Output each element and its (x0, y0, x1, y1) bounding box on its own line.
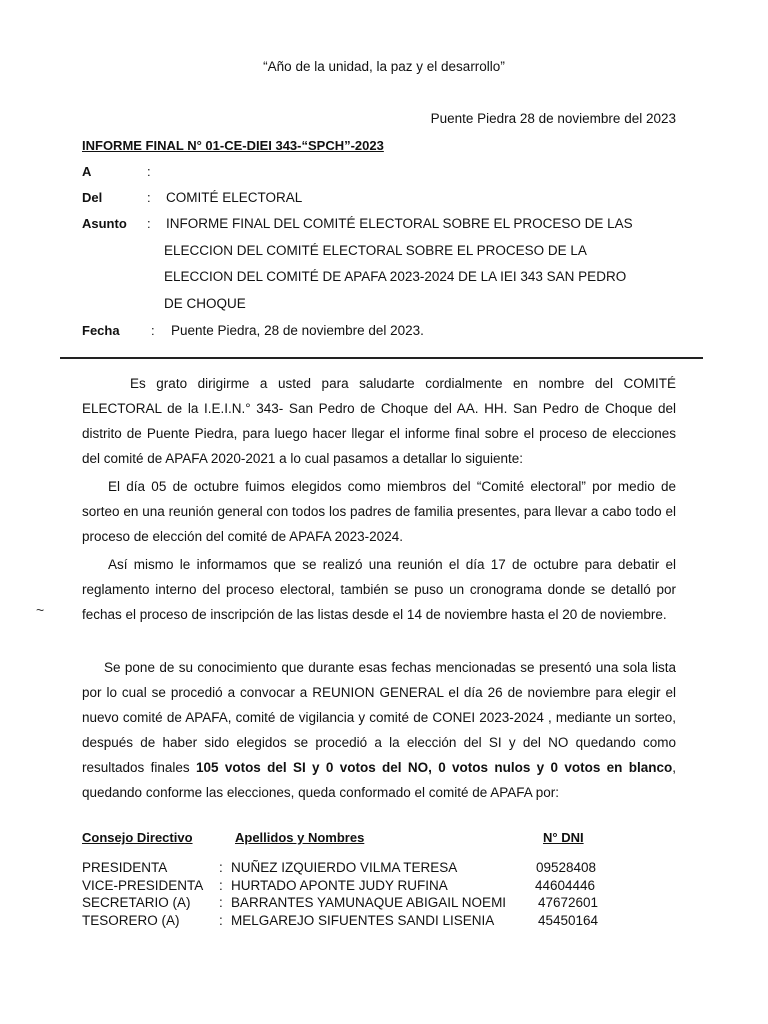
paragraph-4-text: Se pone de su conocimiento que durante esas fechas mencionadas se presentó una sola lista por lo cual se procedió a convocar a REUNION GENERAL el día 26 de noviembre para elegir el nuevo comité de APAFA, comité de vigilancia y comité de CONEI 2023-2024 , mediante un sorteo, después de haber sido elegidos se procedió a la elección del SI y del NO quedando como resultados finales (82, 660, 676, 775)
member-dni: 09528408 (536, 860, 597, 875)
subject-line-3: ELECCION DEL COMITÉ DE APAFA 2023-2024 DE LA IEI 343 SAN PEDRO (164, 269, 627, 284)
subject-line-2: ELECCION DEL COMITÉ ELECTORAL SOBRE EL PROCESO DE LA (164, 243, 587, 258)
to-colon: : (147, 164, 151, 179)
subject-label: Asunto (82, 216, 127, 231)
member-role: PRESIDENTA (82, 860, 168, 875)
date-label: Fecha (82, 323, 120, 338)
paragraph-3: Así mismo le informamos que se realizó una reunión el día 17 de octubre para debatir el reglamento interno del proceso electoral, también se puso un cronograma donde se detalló por fechas el proceso de inscripción de las listas desde el 14 de noviembre hasta el 20 de noviembre. (82, 557, 676, 622)
from-value: COMITÉ ELECTORAL (166, 190, 303, 205)
paragraph-2: El día 05 de octubre fuimos elegidos como miembros del “Comité electoral” por medio de sorteo en una reunión general con todos los padres de familia presentes, para llevar a cabo todo el proceso de elección del comité de APAFA 2023-2024. (82, 479, 676, 544)
motto: “Año de la unidad, la paz y el desarrollo” (263, 59, 505, 74)
subject-line-4: DE CHOQUE (164, 296, 246, 311)
margin-mark: ~ (36, 602, 45, 618)
table-row (82, 860, 682, 877)
from-label: Del (82, 190, 103, 205)
row-colon: : (219, 895, 223, 910)
member-dni: 45450164 (538, 913, 599, 928)
member-name: HURTADO APONTE JUDY RUFINA (231, 878, 448, 893)
member-name: MELGAREJO SIFUENTES SANDI LISENIA (231, 913, 495, 928)
member-role: SECRETARIO (A) (82, 895, 191, 910)
table-row (82, 895, 682, 912)
row-colon: : (219, 878, 223, 893)
report-title: INFORME FINAL N° 01-CE-DIEI 343-“SPCH”-2023 (82, 138, 384, 153)
member-dni: 47672601 (538, 895, 599, 910)
table-row (82, 878, 682, 895)
subject-colon: : (147, 216, 151, 231)
member-name: BARRANTES YAMUNAQUE ABIGAIL NOEMI (231, 895, 507, 910)
subject-line-1: INFORME FINAL DEL COMITÉ ELECTORAL SOBRE EL PROCESO DE LAS (166, 216, 633, 231)
to-label: A (82, 164, 92, 179)
col-header-name: Apellidos y Nombres (235, 830, 365, 845)
paragraph-4 (82, 655, 676, 805)
member-role: VICE-PRESIDENTA (82, 878, 204, 893)
member-dni: 44604446 (535, 878, 596, 893)
row-colon: : (219, 860, 223, 875)
vote-results: 105 votos del SI y 0 votos del NO, 0 votos nulos y 0 votos en blanco (195, 760, 673, 775)
paragraph-4-end: , quedando conforme las elecciones, queda conformado el comité de APAFA por: (82, 760, 677, 800)
paragraph-1: Es grato dirigirme a usted para saludarte cordialmente en nombre del COMITÉ ELECTORAL de la I.E.I.N.° 343- San Pedro de Choque del AA. HH. San Pedro de Choque del distrito de Puente Piedra, para luego hacer llegar el informe final sobre el proceso de elecciones del comité de APAFA 2020-2021 a lo cual pasamos a detallar lo siguiente: (82, 376, 676, 466)
date-value: Puente Piedra, 28 de noviembre del 2023. (171, 323, 424, 338)
date-colon: : (151, 323, 155, 338)
member-role: TESORERO (A) (82, 913, 180, 928)
col-header-dni: N° DNI (543, 830, 584, 845)
row-colon: : (219, 913, 223, 928)
member-name: NUÑEZ IZQUIERDO VILMA TERESA (231, 860, 458, 875)
from-colon: : (147, 190, 151, 205)
place-date: Puente Piedra 28 de noviembre del 2023 (430, 111, 676, 126)
table-row (82, 913, 682, 930)
header-divider (60, 357, 703, 359)
col-header-role: Consejo Directivo (82, 830, 193, 845)
